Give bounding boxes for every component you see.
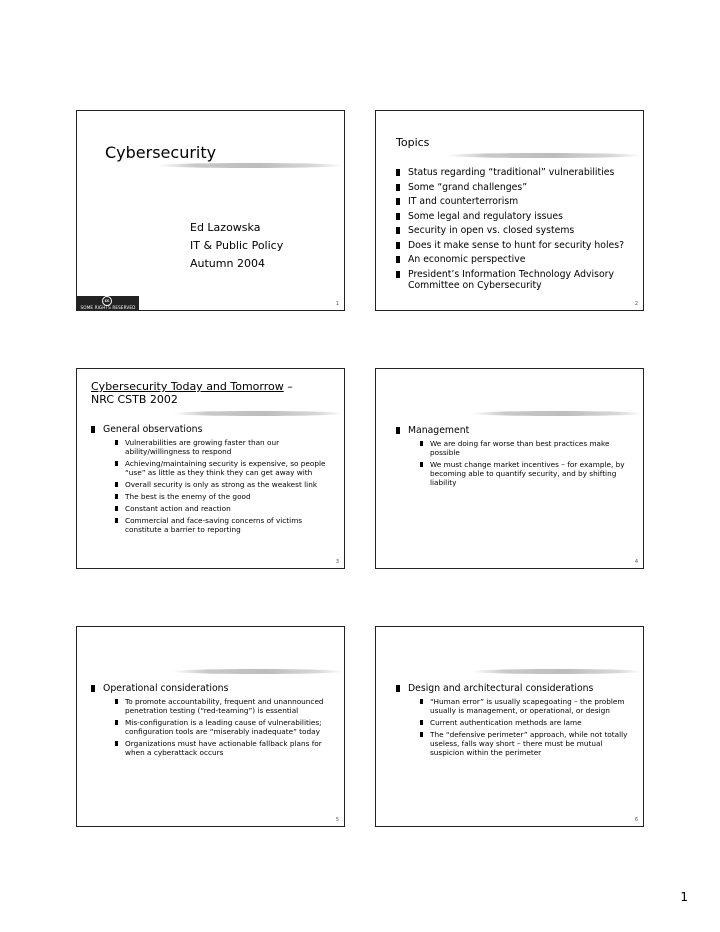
title-swoosh — [172, 411, 344, 416]
slide-number: 5 — [335, 817, 339, 823]
title-dash: – — [283, 380, 293, 393]
sub-list — [408, 439, 636, 487]
slide-1 — [76, 110, 345, 311]
bullet-list — [396, 683, 636, 761]
sub-item: The “defensive perimeter” approach, while not totally useless, falls way short – there must be mutual suspicion within the perimeter — [420, 730, 636, 757]
sub-list — [408, 697, 636, 757]
list-item: Some legal and regulatory issues — [396, 211, 641, 222]
list-item: Security in open vs. closed systems — [396, 225, 641, 236]
sub-item: Constant action and reaction — [115, 504, 336, 513]
sub-item: We must change market incentives – for example, by becoming able to quantify security, and by shifting liability — [420, 460, 636, 487]
slide-4 — [375, 368, 644, 569]
slide-number: 1 — [335, 301, 339, 307]
slide-subtitle-lines — [190, 219, 283, 273]
title-underlined: Cybersecurity Today and Tomorrow — [91, 380, 284, 393]
sub-item: The best is the enemy of the good — [115, 492, 336, 501]
title-swoosh — [157, 163, 343, 168]
list-item-label: Operational considerations — [103, 683, 229, 694]
sub-list — [103, 697, 336, 757]
list-item: IT and counterterrorism — [396, 196, 641, 207]
list-item — [396, 683, 636, 757]
slide-number: 3 — [335, 559, 339, 565]
title-line2: NRC CSTB 2002 — [91, 393, 178, 406]
slide-title: Topics — [396, 136, 430, 149]
list-item: President’s Information Technology Advisory Committee on Cybersecurity — [396, 269, 641, 291]
slide-number: 4 — [634, 559, 638, 565]
sub-item: Achieving/maintaining security is expensive, so people “use” as little as they think they can get away with — [115, 459, 336, 477]
title-swoosh — [471, 669, 643, 674]
slide-5 — [76, 626, 345, 827]
sub-list — [103, 438, 336, 534]
slide-number: 6 — [634, 817, 638, 823]
sub-item: Organizations must have actionable fallback plans for when a cyberattack occurs — [115, 739, 336, 757]
bullet-list — [91, 424, 336, 538]
sub-item: “Human error” is usually scapegoating – the problem usually is management, or operational, or design — [420, 697, 636, 715]
sub-item: Mis-configuration is a leading cause of vulnerabilities; configuration tools are “miserably inadequate” today — [115, 718, 336, 736]
slide-6 — [375, 626, 644, 827]
list-item — [91, 683, 336, 757]
course-line: IT & Public Policy — [190, 239, 284, 252]
cc-badge-text: SOME RIGHTS RESERVED — [80, 305, 136, 310]
list-item: An economic perspective — [396, 254, 641, 265]
sub-item: Vulnerabilities are growing faster than our ability/willingness to respond — [115, 438, 336, 456]
slide-3 — [76, 368, 345, 569]
topic-list — [396, 167, 641, 294]
bullet-list — [91, 683, 336, 761]
title-swoosh — [446, 153, 642, 158]
sub-item: To promote accountability, frequent and unannounced penetration testing (“red-teaming”) is essential — [115, 697, 336, 715]
term-line: Autumn 2004 — [190, 257, 265, 270]
list-item — [396, 425, 636, 487]
slide-title: Cybersecurity — [105, 143, 217, 162]
page-number: 1 — [680, 890, 688, 904]
sub-item: Current authentication methods are lame — [420, 718, 636, 727]
bullet-list — [396, 425, 636, 491]
author-line: Ed Lazowska — [190, 221, 261, 234]
list-item: Some “grand challenges” — [396, 182, 641, 193]
list-item: Does it make sense to hunt for security holes? — [396, 240, 641, 251]
title-swoosh — [172, 669, 344, 674]
creative-commons-badge — [77, 296, 139, 310]
sub-item: Commercial and face-saving concerns of victims constitute a barrier to reporting — [115, 516, 336, 534]
list-item: Status regarding “traditional” vulnerabilities — [396, 167, 641, 178]
title-swoosh — [471, 411, 643, 416]
list-item-label: General observations — [103, 424, 203, 435]
slide-title — [91, 380, 336, 406]
slide-2 — [375, 110, 644, 311]
slide-number: 2 — [634, 301, 638, 307]
sub-item: We are doing far worse than best practices make possible — [420, 439, 636, 457]
list-item-label: Management — [408, 425, 470, 436]
list-item — [91, 424, 336, 534]
list-item-label: Design and architectural considerations — [408, 683, 594, 694]
sub-item: Overall security is only as strong as the weakest link — [115, 480, 336, 489]
cc-logo-icon: cc — [102, 296, 112, 306]
